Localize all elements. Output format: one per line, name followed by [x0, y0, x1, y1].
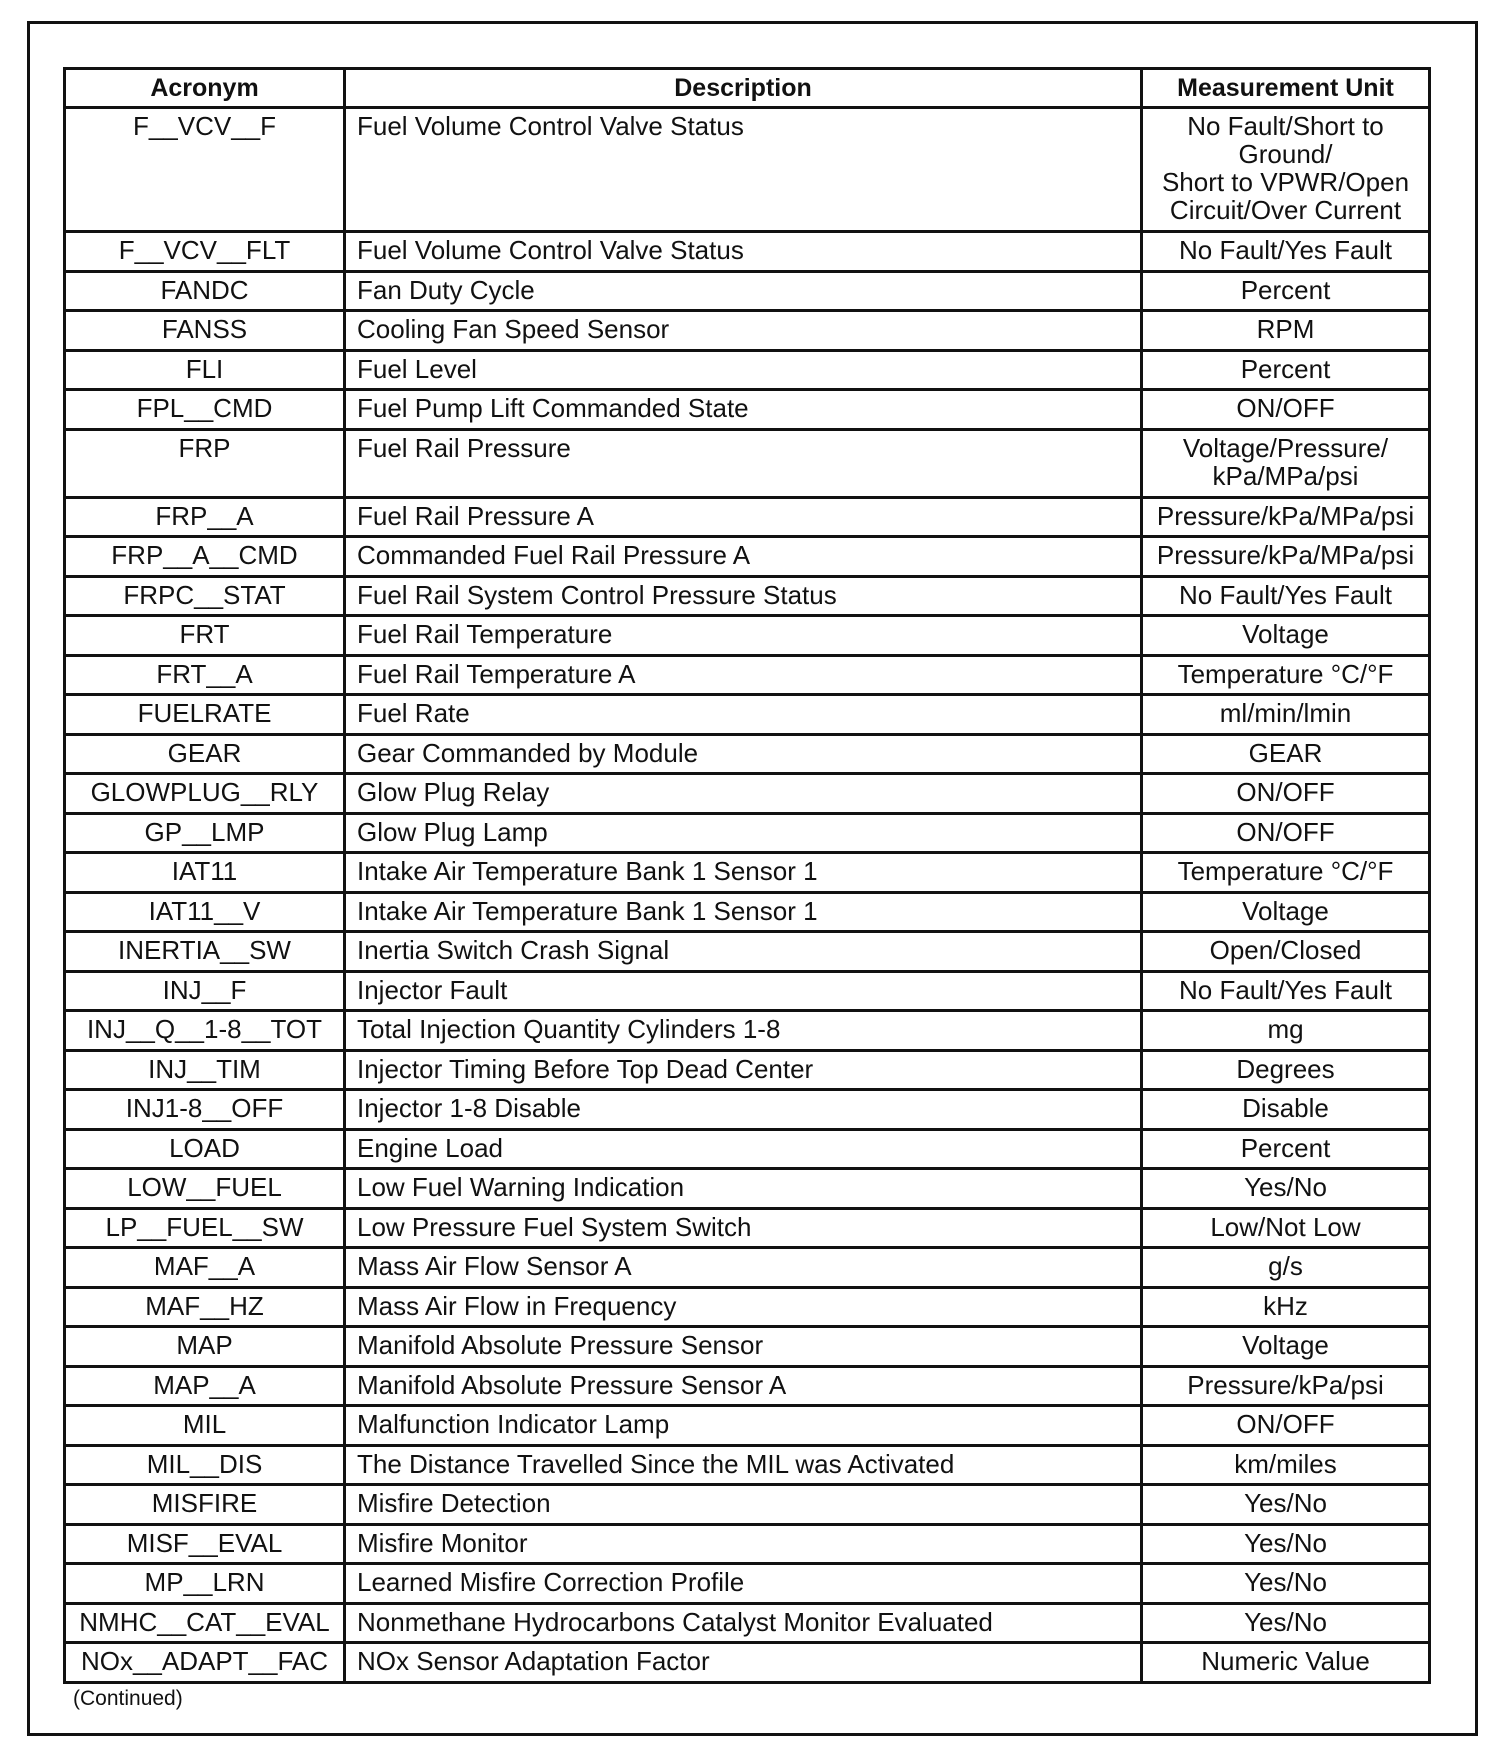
measurement-unit-cell: [1142, 655, 1430, 695]
description-cell: Low Pressure Fuel System Switch: [345, 1208, 1142, 1248]
description-cell: Malfunction Indicator Lamp: [345, 1406, 1142, 1446]
description-cell: Glow Plug Relay: [345, 774, 1142, 814]
measurement-unit-cell: [1142, 108, 1430, 232]
description-cell: Total Injection Quantity Cylinders 1-8: [345, 1011, 1142, 1051]
measurement-unit-cell: [1142, 853, 1430, 893]
table-row: [65, 734, 1430, 774]
measurement-unit-line: Disable: [1242, 1093, 1329, 1123]
measurement-unit-cell: [1142, 695, 1430, 735]
acronym-cell: F__VCV__FLT: [65, 232, 345, 272]
measurement-unit-line: Voltage: [1242, 1330, 1329, 1360]
table-row: [65, 108, 1430, 232]
acronym-cell: FUELRATE: [65, 695, 345, 735]
acronym-table: [63, 67, 1431, 1684]
measurement-unit-cell: [1142, 932, 1430, 972]
table-row: [65, 1208, 1430, 1248]
measurement-unit-cell: [1142, 311, 1430, 351]
measurement-unit-cell: [1142, 1445, 1430, 1485]
measurement-unit-line: mg: [1267, 1014, 1304, 1044]
description-cell: Intake Air Temperature Bank 1 Sensor 1: [345, 892, 1142, 932]
measurement-unit-cell: [1142, 1564, 1430, 1604]
measurement-unit-cell: [1142, 892, 1430, 932]
acronym-cell: MAF__HZ: [65, 1287, 345, 1327]
description-cell: NOx Sensor Adaptation Factor: [345, 1643, 1142, 1683]
measurement-unit-cell: [1142, 1406, 1430, 1446]
acronym-cell: FRT__A: [65, 655, 345, 695]
description-cell: The Distance Travelled Since the MIL was Activated: [345, 1445, 1142, 1485]
description-cell: Injector 1-8 Disable: [345, 1090, 1142, 1130]
acronym-cell: NMHC__CAT__EVAL: [65, 1603, 345, 1643]
measurement-unit-cell: [1142, 616, 1430, 656]
measurement-unit-cell: [1142, 497, 1430, 537]
table-row: [65, 1406, 1430, 1446]
description-cell: Mass Air Flow in Frequency: [345, 1287, 1142, 1327]
description-cell: Nonmethane Hydrocarbons Catalyst Monitor Evaluated: [345, 1603, 1142, 1643]
measurement-unit-line: g/s: [1268, 1251, 1303, 1281]
acronym-cell: FLI: [65, 350, 345, 390]
measurement-unit-cell: [1142, 1287, 1430, 1327]
description-cell: Engine Load: [345, 1129, 1142, 1169]
acronym-cell: MISFIRE: [65, 1485, 345, 1525]
table-row: [65, 1445, 1430, 1485]
description-cell: Mass Air Flow Sensor A: [345, 1248, 1142, 1288]
measurement-unit-line: Yes/No: [1244, 1606, 1327, 1637]
description-cell: Manifold Absolute Pressure Sensor A: [345, 1366, 1142, 1406]
description-cell: Fuel Rate: [345, 695, 1142, 735]
measurement-unit-cell: [1142, 576, 1430, 616]
acronym-cell: FRT: [65, 616, 345, 656]
description-cell: Injector Timing Before Top Dead Center: [345, 1050, 1142, 1090]
measurement-unit-line: ml/min/lmin: [1219, 698, 1352, 728]
measurement-unit-cell: [1142, 271, 1430, 311]
acronym-cell: MAF__A: [65, 1248, 345, 1288]
description-cell: Low Fuel Warning Indication: [345, 1169, 1142, 1209]
description-cell: Misfire Monitor: [345, 1524, 1142, 1564]
header-description: Description: [345, 69, 1142, 108]
acronym-cell: FANDC: [65, 271, 345, 311]
measurement-unit-line: kHz: [1263, 1290, 1308, 1321]
description-cell: Fuel Rail Temperature A: [345, 655, 1142, 695]
measurement-unit-cell: [1142, 1090, 1430, 1130]
table-row: [65, 576, 1430, 616]
measurement-unit-cell: [1142, 813, 1430, 853]
measurement-unit-cell: [1142, 537, 1430, 577]
measurement-unit-line: ON/OFF: [1236, 777, 1335, 807]
description-cell: Commanded Fuel Rail Pressure A: [345, 537, 1142, 577]
measurement-unit-cell: [1142, 1603, 1430, 1643]
table-row: [65, 1603, 1430, 1643]
table-row: [65, 429, 1430, 497]
acronym-cell: INERTIA__SW: [65, 932, 345, 972]
table-row: [65, 616, 1430, 656]
table-row: [65, 695, 1430, 735]
description-cell: Manifold Absolute Pressure Sensor: [345, 1327, 1142, 1367]
description-cell: Learned Misfire Correction Profile: [345, 1564, 1142, 1604]
acronym-cell: GP__LMP: [65, 813, 345, 853]
measurement-unit-line: Degrees: [1236, 1053, 1335, 1084]
measurement-unit-line: Ground/: [1238, 139, 1333, 169]
measurement-unit-cell: [1142, 1485, 1430, 1525]
acronym-cell: LOW__FUEL: [65, 1169, 345, 1209]
table-row: [65, 1169, 1430, 1209]
table-row: [65, 350, 1430, 390]
table-row: [65, 1366, 1430, 1406]
measurement-unit-line: Percent: [1240, 1132, 1331, 1163]
measurement-unit-cell: [1142, 1366, 1430, 1406]
acronym-cell: INJ1-8__OFF: [65, 1090, 345, 1130]
acronym-cell: FPL__CMD: [65, 390, 345, 430]
table-row: [65, 1327, 1430, 1367]
measurement-unit-cell: [1142, 1169, 1430, 1209]
table-row: [65, 853, 1430, 893]
table-row: [65, 390, 1430, 430]
header-acronym: Acronym: [65, 69, 345, 108]
measurement-unit-cell: [1142, 1050, 1430, 1090]
table-row: [65, 1011, 1430, 1051]
measurement-unit-line: ON/OFF: [1236, 816, 1335, 847]
table-row: [65, 1485, 1430, 1525]
acronym-cell: NOx__ADAPT__FAC: [65, 1643, 345, 1683]
description-cell: Fan Duty Cycle: [345, 271, 1142, 311]
measurement-unit-line: Voltage: [1242, 619, 1329, 649]
table-row: [65, 271, 1430, 311]
acronym-cell: MISF__EVAL: [65, 1524, 345, 1564]
measurement-unit-cell: [1142, 774, 1430, 814]
measurement-unit-line: Open/Closed: [1209, 935, 1362, 965]
measurement-unit-line: Pressure/kPa/MPa/psi: [1156, 540, 1415, 570]
measurement-unit-cell: [1142, 1248, 1430, 1288]
table-row: [65, 1248, 1430, 1288]
acronym-cell: IAT11: [65, 853, 345, 893]
header-row: [65, 69, 1430, 108]
description-cell: Fuel Rail System Control Pressure Status: [345, 576, 1142, 616]
description-cell: Fuel Level: [345, 350, 1142, 390]
acronym-cell: MAP: [65, 1327, 345, 1367]
table-row: [65, 232, 1430, 272]
measurement-unit-line: Yes/No: [1244, 1172, 1327, 1202]
table-row: [65, 774, 1430, 814]
measurement-unit-line: Low/Not Low: [1210, 1211, 1361, 1242]
acronym-cell: FRPC__STAT: [65, 576, 345, 616]
measurement-unit-cell: [1142, 1524, 1430, 1564]
table-row: [65, 655, 1430, 695]
measurement-unit-cell: [1142, 971, 1430, 1011]
table-row: [65, 1524, 1430, 1564]
continued-note: (Continued): [73, 1687, 183, 1710]
measurement-unit-line: ON/OFF: [1236, 1409, 1335, 1439]
description-cell: Intake Air Temperature Bank 1 Sensor 1: [345, 853, 1142, 893]
measurement-unit-cell: [1142, 350, 1430, 390]
description-cell: Gear Commanded by Module: [345, 734, 1142, 774]
measurement-unit-cell: [1142, 734, 1430, 774]
measurement-unit-line: No Fault/Short to: [1187, 111, 1384, 141]
measurement-unit-line: RPM: [1256, 314, 1315, 344]
measurement-unit-cell: [1142, 232, 1430, 272]
table-row: [65, 1129, 1430, 1169]
acronym-cell: IAT11__V: [65, 892, 345, 932]
table-row: [65, 1564, 1430, 1604]
description-cell: Glow Plug Lamp: [345, 813, 1142, 853]
table-row: [65, 1050, 1430, 1090]
table-row: [65, 537, 1430, 577]
measurement-unit-line: Yes/No: [1244, 1527, 1327, 1558]
description-cell: Fuel Rail Temperature: [345, 616, 1142, 656]
description-cell: Inertia Switch Crash Signal: [345, 932, 1142, 972]
measurement-unit-line: Yes/No: [1244, 1488, 1327, 1518]
description-cell: Fuel Rail Pressure A: [345, 497, 1142, 537]
measurement-unit-line: Circuit/Over Current: [1169, 195, 1402, 225]
description-cell: Fuel Rail Pressure: [345, 429, 1142, 497]
measurement-unit-line: Short to VPWR/Open: [1161, 167, 1410, 197]
table-row: [65, 1287, 1430, 1327]
acronym-cell: LP__FUEL__SW: [65, 1208, 345, 1248]
description-cell: Injector Fault: [345, 971, 1142, 1011]
acronym-cell: MP__LRN: [65, 1564, 345, 1604]
header-measurement-unit: Measurement Unit: [1142, 69, 1430, 108]
description-cell: Misfire Detection: [345, 1485, 1142, 1525]
measurement-unit-cell: [1142, 1327, 1430, 1367]
measurement-unit-line: No Fault/Yes Fault: [1179, 579, 1392, 610]
acronym-cell: INJ__F: [65, 971, 345, 1011]
measurement-unit-cell: [1142, 429, 1430, 497]
acronym-cell: MIL__DIS: [65, 1445, 345, 1485]
measurement-unit-line: No Fault/Yes Fault: [1179, 235, 1392, 265]
acronym-cell: GLOWPLUG__RLY: [65, 774, 345, 814]
measurement-unit-cell: [1142, 1643, 1430, 1683]
acronym-cell: FRP: [65, 429, 345, 497]
acronym-cell: LOAD: [65, 1129, 345, 1169]
table-row: [65, 813, 1430, 853]
measurement-unit-line: Temperature °C/°F: [1177, 856, 1394, 886]
table-row: [65, 971, 1430, 1011]
acronym-cell: GEAR: [65, 734, 345, 774]
measurement-unit-line: Yes/No: [1244, 1567, 1327, 1597]
measurement-unit-line: Voltage: [1242, 895, 1329, 926]
description-cell: Fuel Volume Control Valve Status: [345, 108, 1142, 232]
table-body: [65, 108, 1430, 1683]
acronym-cell: FANSS: [65, 311, 345, 351]
acronym-cell: INJ__Q__1-8__TOT: [65, 1011, 345, 1051]
measurement-unit-line: Pressure/kPa/psi: [1187, 1369, 1384, 1400]
table-row: [65, 932, 1430, 972]
description-cell: Fuel Pump Lift Commanded State: [345, 390, 1142, 430]
table-row: [65, 1090, 1430, 1130]
measurement-unit-line: Numeric Value: [1201, 1646, 1370, 1676]
measurement-unit-line: Temperature °C/°F: [1177, 658, 1394, 689]
measurement-unit-line: ON/OFF: [1236, 393, 1335, 423]
measurement-unit-line: kPa/MPa/psi: [1212, 460, 1359, 491]
measurement-unit-cell: [1142, 1208, 1430, 1248]
acronym-cell: MAP__A: [65, 1366, 345, 1406]
table-row: [65, 311, 1430, 351]
measurement-unit-cell: [1142, 390, 1430, 430]
description-cell: Cooling Fan Speed Sensor: [345, 311, 1142, 351]
measurement-unit-line: No Fault/Yes Fault: [1179, 974, 1392, 1005]
measurement-unit-line: km/miles: [1234, 1448, 1337, 1479]
acronym-cell: MIL: [65, 1406, 345, 1446]
measurement-unit-line: Percent: [1240, 353, 1331, 384]
table-row: [65, 497, 1430, 537]
acronym-cell: INJ__TIM: [65, 1050, 345, 1090]
acronym-cell: FRP__A: [65, 497, 345, 537]
measurement-unit-cell: [1142, 1011, 1430, 1051]
acronym-cell: F__VCV__F: [65, 108, 345, 232]
description-cell: Fuel Volume Control Valve Status: [345, 232, 1142, 272]
measurement-unit-line: Voltage/Pressure/: [1182, 432, 1389, 463]
acronym-cell: FRP__A__CMD: [65, 537, 345, 577]
table-row: [65, 892, 1430, 932]
measurement-unit-line: Percent: [1240, 274, 1331, 305]
measurement-unit-cell: [1142, 1129, 1430, 1169]
measurement-unit-line: Pressure/kPa/MPa/psi: [1156, 500, 1415, 531]
measurement-unit-line: GEAR: [1248, 737, 1323, 768]
table-row: [65, 1643, 1430, 1683]
